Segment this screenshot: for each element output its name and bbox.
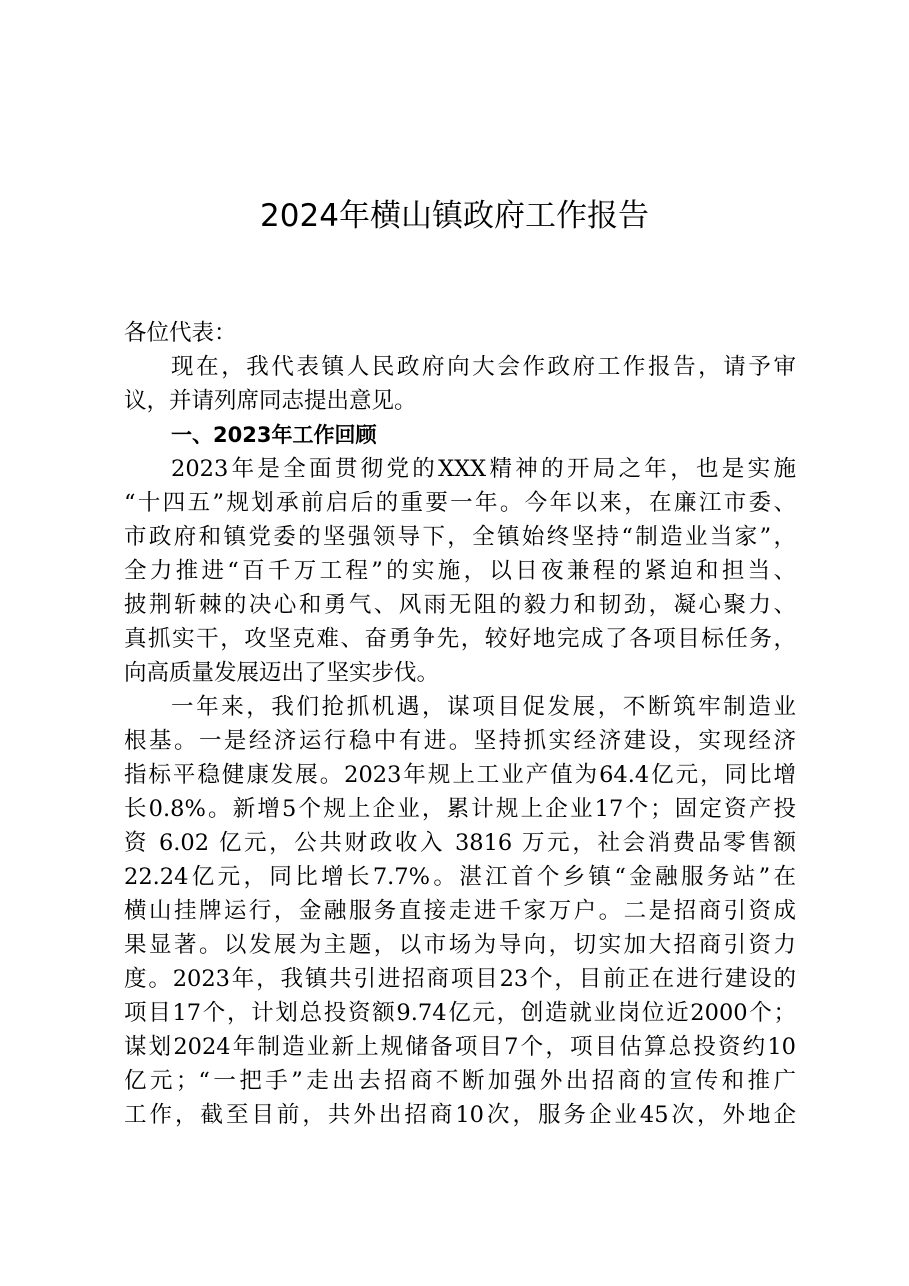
paragraph-line: 资 6.02 亿元，公共财政收入 3816 万元，社会消费品零售额 <box>124 830 796 856</box>
paragraph-line: 市政府和镇党委的坚强领导下，全镇始终坚持“制造业当家”， <box>124 524 796 550</box>
paragraph-line: 议，并请列席同志提出意见。 <box>124 388 417 414</box>
paragraph-line: 各位代表： <box>124 320 237 346</box>
document-body <box>124 316 796 1132</box>
document-title: 2024年横山镇政府工作报告 <box>260 198 649 234</box>
paragraph-line: 真抓实干，攻坚克难、奋勇争先，较好地完成了各项目标任务， <box>124 626 796 652</box>
paragraph-line: 全力推进“百千万工程”的实施，以日夜兼程的紧迫和担当、 <box>124 558 796 584</box>
paragraph-line: 2023年是全面贯彻党的XXX精神的开局之年，也是实施 <box>171 456 796 482</box>
paragraph-line: 项目17个，计划总投资额9.74亿元，创造就业岗位近2000个； <box>124 1000 796 1026</box>
paragraph-line: 谋划2024年制造业新上规储备项目7个，项目估算总投资约10 <box>124 1034 796 1060</box>
paragraph-line: “十四五”规划承前启后的重要一年。今年以来，在廉江市委、 <box>124 490 796 516</box>
paragraph-line: 指标平稳健康发展。2023年规上工业产值为64.4亿元，同比增 <box>124 762 796 788</box>
paragraph-line: 果显著。以发展为主题，以市场为导向，切实加大招商引资力 <box>124 932 796 958</box>
paragraph-line: 22.24亿元，同比增长7.7%。湛江首个乡镇“金融服务站”在 <box>124 864 796 890</box>
paragraph-line: 横山挂牌运行，金融服务直接走进千家万户。二是招商引资成 <box>124 898 796 924</box>
paragraph-line: 度。2023年，我镇共引进招商项目23个，目前正在进行建设的 <box>124 966 796 992</box>
paragraph-line: 现在，我代表镇人民政府向大会作政府工作报告，请予审 <box>171 354 796 380</box>
paragraph-line: 亿元；“一把手”走出去招商不断加强外出招商的宣传和推广 <box>124 1068 796 1094</box>
paragraph-line: 向高质量发展迈出了坚实步伐。 <box>124 660 440 686</box>
paragraph-line: 工作，截至目前，共外出招商10次，服务企业45次，外地企 <box>124 1102 796 1128</box>
paragraph-line: 一年来，我们抢抓机遇，谋项目促发展，不断筑牢制造业 <box>171 694 796 720</box>
paragraph-line: 根基。一是经济运行稳中有进。坚持抓实经济建设，实现经济 <box>124 728 796 754</box>
paragraph-line: 长0.8%。新增5个规上企业，累计规上企业17个；固定资产投 <box>124 796 796 822</box>
section-heading: 一、2023年工作回顾 <box>171 423 377 447</box>
paragraph-line: 披荆斩棘的决心和勇气、风雨无阻的毅力和韧劲，凝心聚力、 <box>124 592 796 618</box>
